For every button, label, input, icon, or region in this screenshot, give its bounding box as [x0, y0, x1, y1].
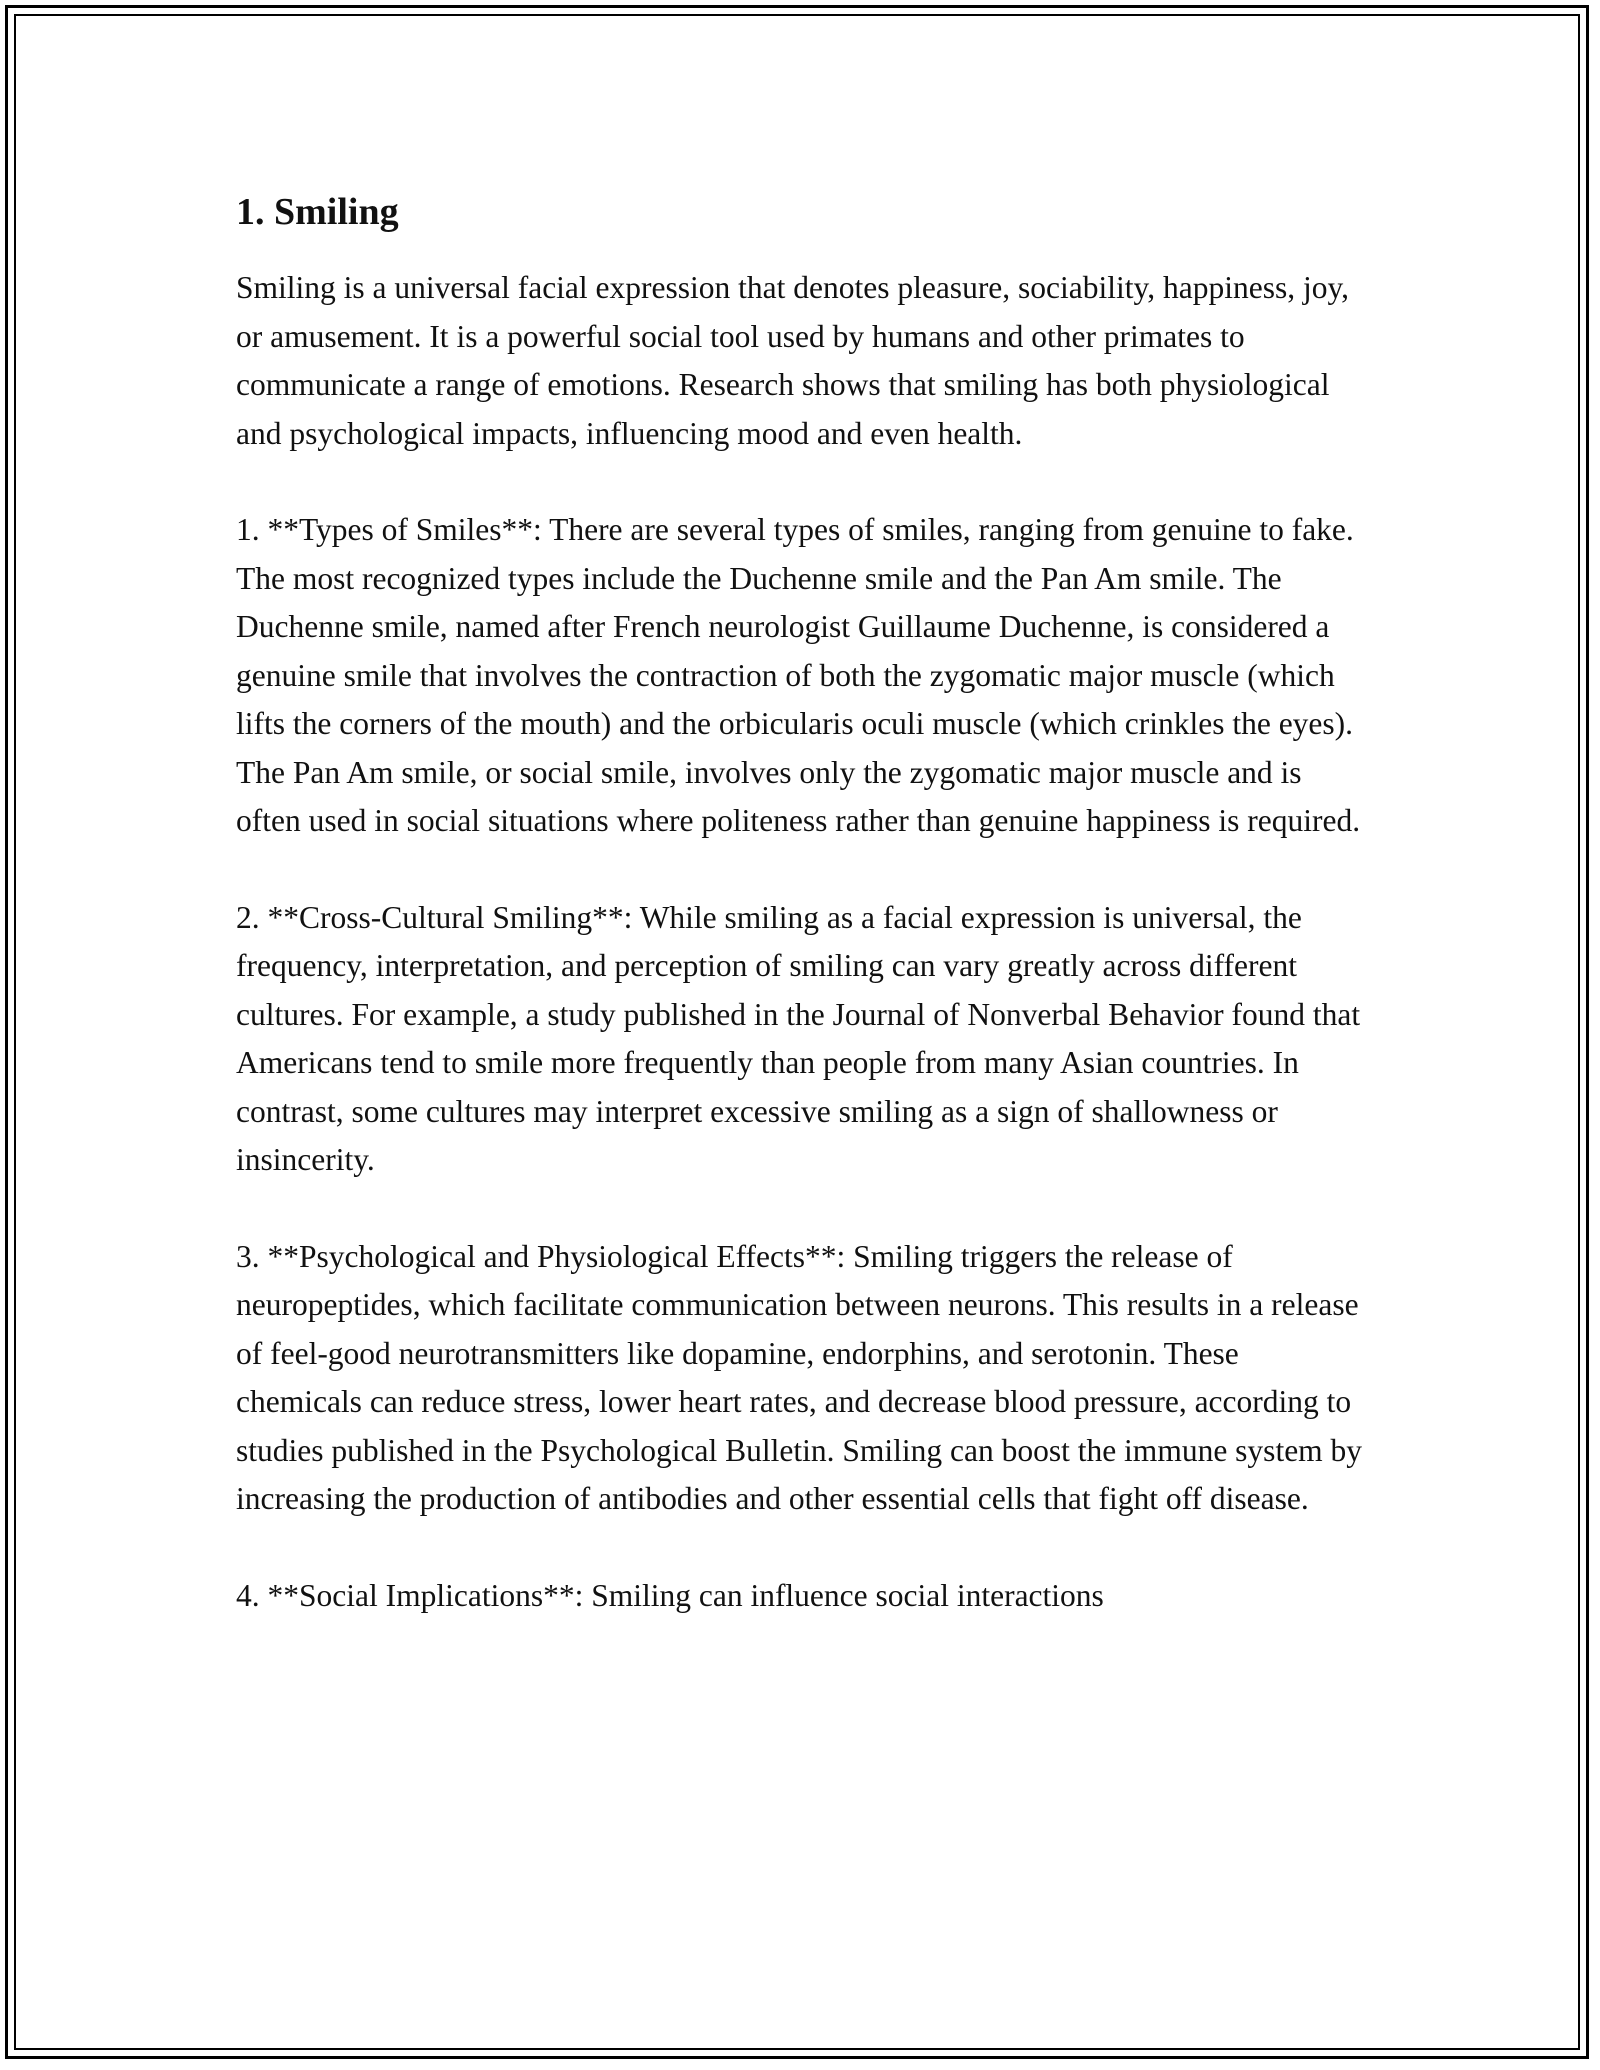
- cross-cultural-paragraph: 2. **Cross-Cultural Smiling**: While smiling as a facial expression is universal, the frequency, interpretation, and perception of smiling can vary greatly across different cultures. For example, a study published in the Journal of Nonverbal Behavior found that Americans tend to smile more frequently than people from many Asian countries. In contrast, some cultures may interpret excessive smiling as a sign of shallowness or insincerity.: [236, 899, 1361, 1177]
- effects-paragraph: 3. **Psychological and Physiological Effects**: Smiling triggers the release of neuropeptides, which facilitate communication between neurons. This results in a release of feel-good neurotransmitters like dopamine, endorphins, and serotonin. These chemicals can reduce stress, lower heart rates, and decrease blood pressure, according to studies published in the Psychological Bulletin. Smiling can boost the immune system by increasing the production of antibodies and other essential cells that fight off disease.: [236, 1238, 1363, 1516]
- social-implications-paragraph: 4. **Social Implications**: Smiling can influence social interactions: [236, 1577, 1104, 1613]
- document-body: [236, 186, 1366, 1668]
- types-of-smiles-paragraph: 1. **Types of Smiles**: There are several types of smiles, ranging from genuine to fake. The most recognized types include the Duchenne smile and the Pan Am smile. The Duchenne smile, named after French neurologist Guillaume Duchenne, is considered a genuine smile that involves the contraction of both the zygomatic major muscle (which lifts the corners of the mouth) and the orbicularis oculi muscle (which crinkles the eyes). The Pan Am smile, or social smile, involves only the zygomatic major muscle and is often used in social situations where politeness rather than genuine happiness is required.: [236, 512, 1361, 838]
- intro-paragraph: Smiling is a universal facial expression that denotes pleasure, sociability, happiness, joy, or amusement. It is a powerful social tool used by humans and other primates to communicate a range of emotions. Research shows that smiling has both physiological and psychological impacts, influencing mood and even health.: [236, 270, 1350, 451]
- section-heading: 1. Smiling: [236, 191, 399, 233]
